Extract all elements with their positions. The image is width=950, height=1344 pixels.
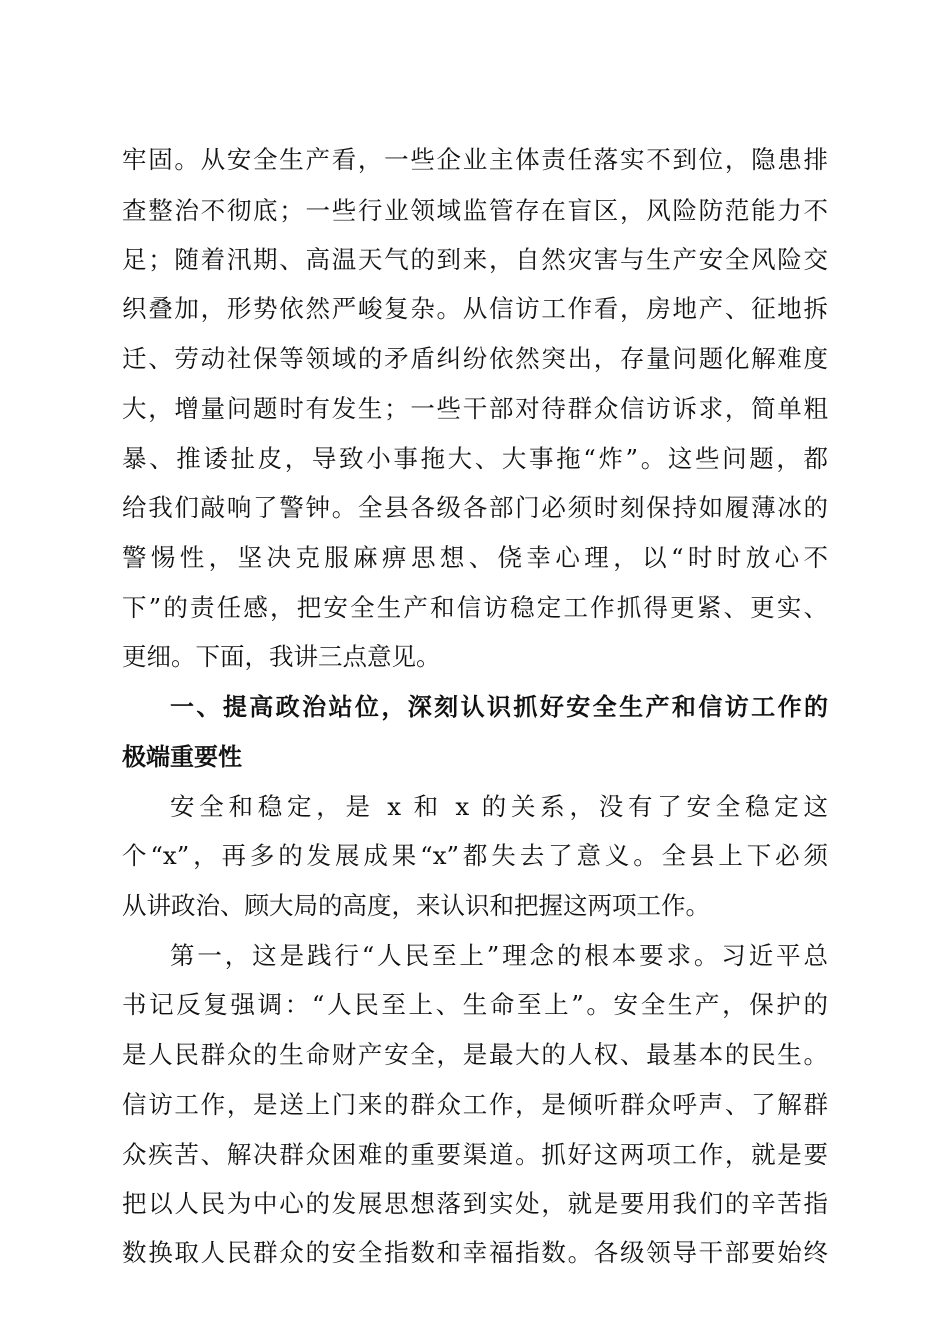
text-line: 数换取人民群众的安全指数和幸福指数。各级领导干部要始终 bbox=[122, 1238, 828, 1267]
text-line: 信访工作，是送上门来的群众工作，是倾听群众呼声、了解群 bbox=[122, 1090, 828, 1119]
text-line: 第一，这是践行“人民至上”理念的根本要求。习近平总 bbox=[170, 941, 828, 970]
section-heading-cont: 极端重要性 bbox=[122, 743, 242, 771]
text-line: 把以人民为中心的发展思想落到实处，就是要用我们的辛苦指 bbox=[122, 1189, 828, 1218]
text-line: 查整治不彻底；一些行业领域监管存在盲区，风险防范能力不 bbox=[122, 196, 828, 225]
text-line: 是人民群众的生命财产安全，是最大的人权、最基本的民生。 bbox=[122, 1040, 828, 1069]
text-line: 织叠加，形势依然严峻复杂。从信访工作看，房地产、征地拆 bbox=[122, 294, 828, 323]
text-line: 牢固。从安全生产看，一些企业主体责任落实不到位，隐患排 bbox=[122, 145, 828, 174]
text-line: 下”的责任感，把安全生产和信访稳定工作抓得更紧、更实、 bbox=[122, 593, 828, 622]
text-line: 大，增量问题时有发生；一些干部对待群众信访诉求，简单粗 bbox=[122, 394, 828, 423]
text-line: 给我们敲响了警钟。全县各级各部门必须时刻保持如履薄冰的 bbox=[122, 493, 828, 522]
text-line: 众疾苦、解决群众困难的重要渠道。抓好这两项工作，就是要 bbox=[122, 1140, 828, 1169]
text-line: 从讲政治、顾大局的高度，来认识和把握这两项工作。 bbox=[122, 891, 710, 920]
text-line: 暴、推诿扯皮，导致小事拖大、大事拖“炸”。这些问题，都 bbox=[122, 444, 828, 473]
text-line: 更细。下面，我讲三点意见。 bbox=[122, 642, 441, 671]
text-line: 足；随着汛期、高温天气的到来，自然灾害与生产安全风险交 bbox=[122, 245, 828, 274]
section-heading: 一、提高政治站位，深刻认识抓好安全生产和信访工作的 bbox=[170, 693, 828, 721]
text-line: 书记反复强调：“人民至上、生命至上”。安全生产，保护的 bbox=[122, 990, 828, 1019]
text-line: 警惕性，坚决克服麻痹思想、侥幸心理，以“时时放心不 bbox=[122, 543, 828, 572]
text-line: 安全和稳定，是 x 和 x 的关系，没有了安全稳定这 bbox=[170, 792, 828, 821]
text-line: 个“x”，再多的发展成果“x”都失去了意义。全县上下必须 bbox=[122, 841, 828, 870]
text-line: 迁、劳动社保等领域的矛盾纠纷依然突出，存量问题化解难度 bbox=[122, 344, 828, 373]
